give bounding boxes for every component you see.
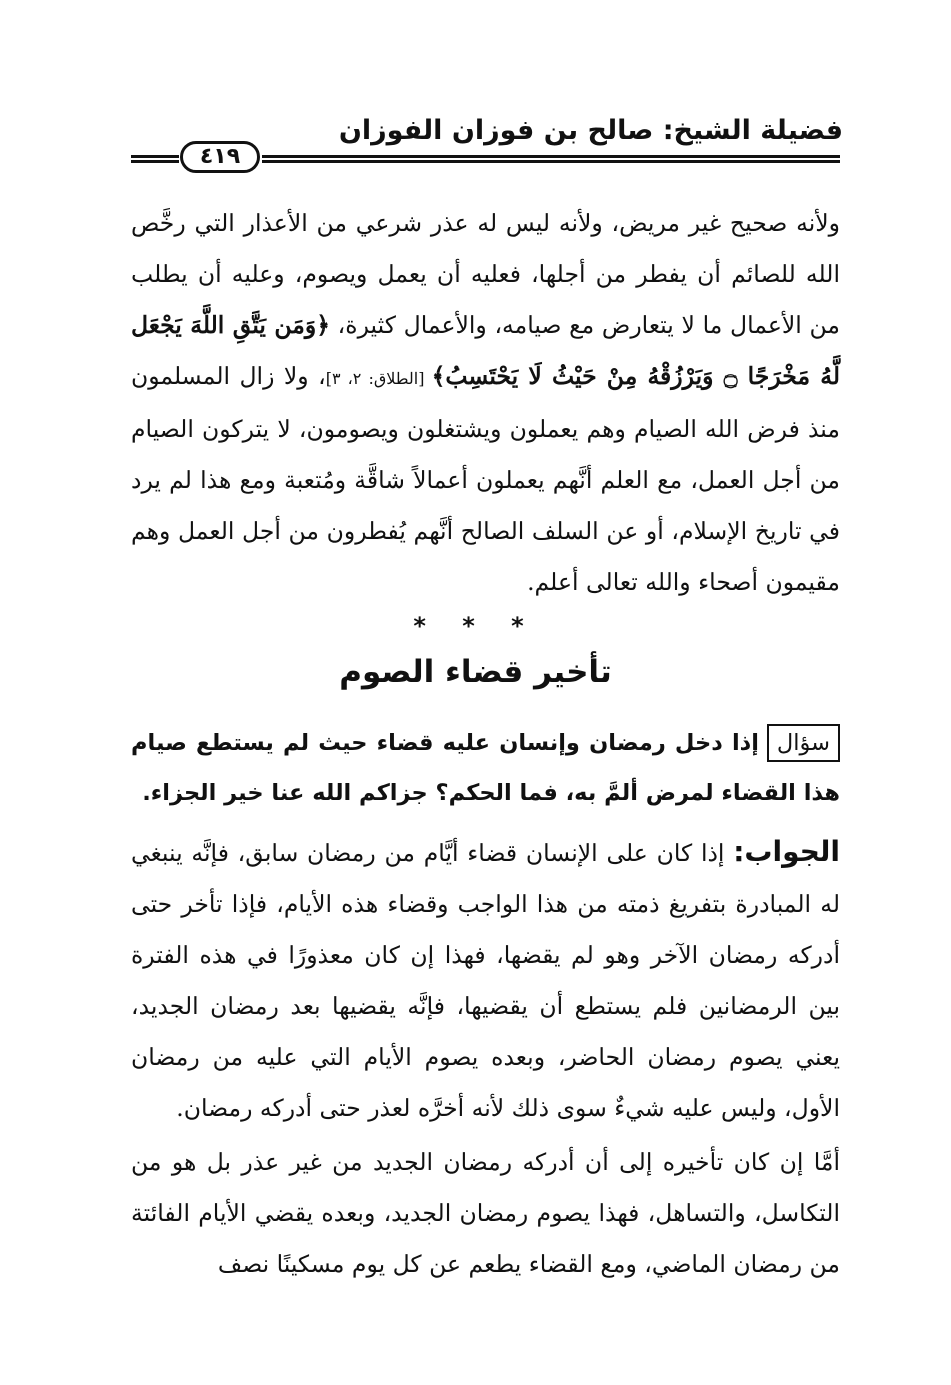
question-block — [131, 718, 840, 818]
paragraph-text: ولأنه صحيح غير مريض، ولأنه ليس له عذر شرعي من الأعذار التي رخَّص الله للصائم أن يفطر من أجلها، فعليه أن يعمل ويصوم، وعليه أن يطلب من الأعمال ما لا يتعارض مع صيامه، والأعمال كثيرة، — [131, 209, 841, 339]
question-label-box: سؤال — [767, 724, 840, 762]
body-paragraph-3: أمَّا إن كان تأخيره إلى أن أدركه رمضان الجديد من غير عذر بل هو من التكاسل، والتساهل، فهذا يصوم رمضان الجديد، وبعده يقضي الأيام الفائتة من رمضان الماضي، ومع القضاء يطعم عن كل يوم مسكينًا نصف — [131, 1148, 840, 1278]
quran-verse: ﴿وَمَن يَتَّقِ اللَّهَ يَجْعَل لَّهُ مَخْرَجًا ۝ وَيَرْزُقْهُ مِنْ حَيْثُ لَا يَحْتَسِبُ﴾ — [131, 311, 840, 390]
body-paragraph-1 — [131, 198, 840, 608]
answer-label: الجواب: — [733, 835, 840, 868]
page-number: ٤١٩ — [180, 141, 260, 173]
section-separator: * * * — [413, 612, 538, 640]
section-heading: تأخير قضاء الصوم — [339, 654, 612, 690]
header-rule-left — [131, 155, 179, 163]
header-rule-right — [262, 155, 840, 163]
answer-text: إذا كان على الإنسان قضاء أيَّام من رمضان سابق، فإنَّه ينبغي له المبادرة بتفريغ ذمته من هذا الواجب وقضاء هذه الأيام، فإذا تأخر حتى أدركه رمضان الآخر وهو لم يقضها، فهذا إن كان معذورًا في هذه الفترة بين الرمضانين فلم يستطع أن يقضيها، فإنَّه يقضيها بعد رمضان الجديد، يعني يصوم رمضان الحاضر، وبعده يصوم الأيام التي عليه من رمضان الأول، وليس عليه شيءٌ سوى ذلك لأنه أخرَّه لعذر حتى أدركه رمضان. — [131, 839, 840, 1122]
verse-citation: [الطلاق: ٢، ٣] — [325, 369, 432, 388]
running-header-title: فضيلة الشيخ: صالح بن فوزان الفوزان — [338, 115, 843, 146]
answer-paragraph — [131, 826, 840, 1134]
question-text: إذا دخل رمضان وإنسان عليه قضاء حيث لم يستطع صيام هذا القضاء لمرض ألمَّ به، فما الحكم؟ جزاكم الله عنا خير الجزاء. — [131, 730, 840, 806]
paragraph-text: ، ولا زال المسلمون منذ فرض الله الصيام وهم يعملون ويشتغلون ويصومون، لا يتركون الصيام من أجل العمل، مع العلم أنَّهم يعملون أعمالاً شاقَّة ومُتعبة ومع هذا لم يرد في تاريخ الإسلام، أو عن السلف الصالح أنَّهم يُفطرون من أجل العمل وهم مقيمون أصحاء والله تعالى أعلم. — [131, 362, 840, 596]
